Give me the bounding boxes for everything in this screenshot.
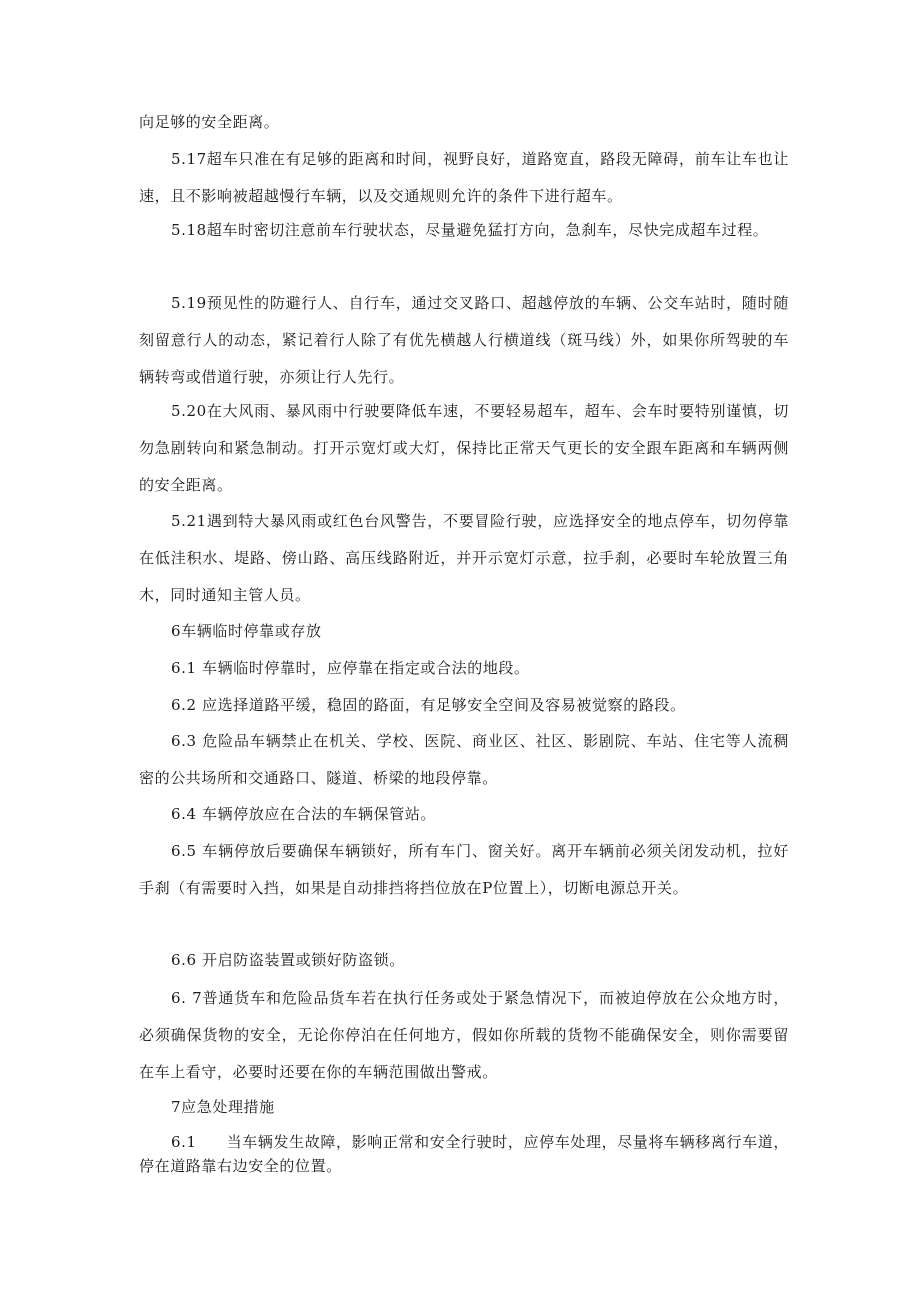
paragraph-6-4: 6.4 车辆停放应在合法的车辆保管站。 (171, 805, 437, 823)
section-heading-7: 7应急处理措施 (171, 1098, 275, 1116)
paragraph-5-21: 5.21遇到特大暴风雨或红色台风警告，不要冒险行驶，应选择安全的地点停车，切勿停靠在低洼积水、堤路、傍山路、高压线路附近，并开示宽灯示意，拉手刹，必要时车轮放置三角木，同时通知主管人员。 (139, 512, 789, 604)
paragraph-6-2: 6.2 应选择道路平缓，稳固的路面，有足够安全空间及容易被觉察的路段。 (171, 696, 686, 714)
paragraph-7-1-text: 当车辆发生故障，影响正常和安全行驶时，应停车处理，尽量将车辆移离行车道，停在道路靠右边安全的位置。 (139, 1133, 789, 1175)
paragraph-6-3: 6.3 危险品车辆禁止在机关、学校、医院、商业区、社区、影剧院、车站、住宅等人流稠密的公共场所和交通路口、隧道、桥梁的地段停靠。 (139, 732, 789, 787)
paragraph-7-1 (139, 1130, 789, 1178)
paragraph-7-1-number: 6.1 (171, 1133, 197, 1151)
paragraph-6-5: 6.5 车辆停放后要确保车辆锁好，所有车门、窗关好。离开车辆前必须关闭发动机，拉好手刹（有需要时入挡，如果是自动排挡将挡位放在P位置上），切断电源总开关。 (139, 842, 789, 897)
paragraph-6-7: 6. 7普通货车和危险品货车若在执行任务或处于紧急情况下，而被迫停放在公众地方时，必须确保货物的安全，无论你停泊在任何地方，假如你所载的货物不能确保安全，则你需要留在车上看守，必要时还要在你的车辆范围做出警戒。 (139, 989, 789, 1081)
paragraph-6-6: 6.6 开启防盗装置或锁好防盗锁。 (171, 951, 405, 969)
paragraph-continuation: 向足够的安全距离。 (139, 113, 280, 131)
paragraph-5-17: 5.17超车只准在有足够的距离和时间，视野良好，道路宽直，路段无障碍，前车让车也让速，且不影响被超越慢行车辆，以及交通规则允许的条件下进行超车。 (139, 150, 789, 205)
paragraph-5-18: 5.18超车时密切注意前车行驶状态，尽量避免猛打方向，急刹车，尽快完成超车过程。 (171, 221, 769, 239)
paragraph-5-19: 5.19预见性的防避行人、自行车，通过交叉路口、超越停放的车辆、公交车站时，随时随刻留意行人的动态，紧记着行人除了有优先横越人行横道线（斑马线）外，如果你所驾驶的车辆转弯或借道行驶，亦须让行人先行。 (139, 294, 789, 386)
paragraph-6-1: 6.1 车辆临时停靠时，应停靠在指定或合法的地段。 (171, 659, 530, 677)
paragraph-5-20: 5.20在大风雨、暴风雨中行驶要降低车速，不要轻易超车，超车、会车时要特别谨慎，切勿急剧转向和紧急制动。打开示宽灯或大灯，保持比正常天气更长的安全跟车距离和车辆两侧的安全距离。 (139, 402, 789, 494)
section-heading-6: 6车辆临时停靠或存放 (171, 622, 322, 640)
